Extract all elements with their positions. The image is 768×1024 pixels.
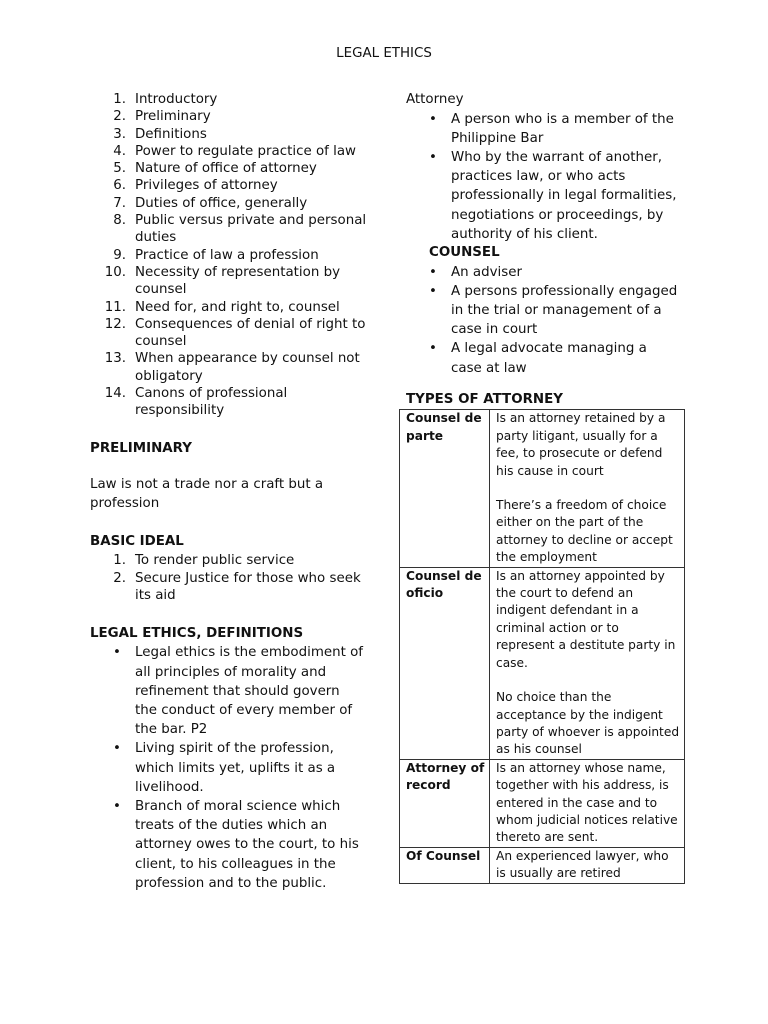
definition-text: Is an attorney appointed by the court to defend an indigent defendant in a criminal action or to represent a destitute party in case. xyxy=(496,568,676,670)
table-row xyxy=(400,410,685,567)
toc-number: 11. xyxy=(104,299,126,315)
definition-text: Is an attorney retained by a party litigant, usually for a fee, to prosecute or defend his cause in court xyxy=(496,411,666,478)
toc-item xyxy=(90,247,370,264)
term-cell: Counsel de oficio xyxy=(400,567,490,759)
term-cell: Of Counsel xyxy=(400,847,490,883)
definition-note: There’s a freedom of choice either on the part of the attorney to decline or accept the employment xyxy=(496,498,673,565)
definitions-heading: LEGAL ETHICS, DEFINITIONS xyxy=(90,625,304,641)
definition-note: No choice than the acceptance by the indigent party of whoever is appointed as his counsel xyxy=(496,690,680,757)
toc-item xyxy=(90,143,370,160)
toc-text: Public versus private and personal duties xyxy=(135,213,367,246)
toc-item xyxy=(90,385,370,420)
toc-item xyxy=(90,108,370,125)
toc-item xyxy=(90,350,370,385)
list-text: Secure Justice for those who seek its aid xyxy=(135,570,361,604)
definition-cell xyxy=(490,567,685,759)
list-item xyxy=(90,552,370,570)
toc-number: 9. xyxy=(113,247,126,263)
toc-text: Introductory xyxy=(135,92,218,107)
term-cell: Attorney of record xyxy=(400,759,490,847)
toc-number: 8. xyxy=(113,213,126,229)
preliminary-text: Law is not a trade nor a craft but a profession xyxy=(90,477,324,511)
toc-item xyxy=(90,316,370,351)
toc-item xyxy=(90,299,370,316)
definitions-list xyxy=(90,643,365,893)
list-item xyxy=(90,570,370,605)
toc-number: 13. xyxy=(104,351,126,367)
types-heading: TYPES OF ATTORNEY xyxy=(406,391,563,407)
toc-text: Power to regulate practice of law xyxy=(135,143,356,159)
list-item: • A legal advocate managing a case at law xyxy=(406,339,678,377)
definition-cell xyxy=(490,759,685,847)
left-column xyxy=(90,91,370,893)
definition-text: Is an attorney whose name, together with his address, is entered in the case and to whom judicial notices relative thereto are sent. xyxy=(496,760,678,845)
list-item: • A persons professionally engaged in the trial or management of a case in court xyxy=(406,282,678,340)
toc-item xyxy=(90,212,370,247)
toc-number: 4. xyxy=(113,143,126,159)
toc-text: Need for, and right to, counsel xyxy=(135,299,340,315)
definition-cell xyxy=(490,410,685,567)
list-item: • Living spirit of the profession, which limits yet, uplifts it as a livelihood. xyxy=(90,739,365,797)
toc-number: 10. xyxy=(104,264,126,280)
toc-number: 2. xyxy=(113,109,126,125)
list-item: • Legal ethics is the embodiment of all principles of morality and refinement that should govern the conduct of every member of the bar. P2 xyxy=(90,643,365,739)
definition-cell xyxy=(490,847,685,883)
list-item: • Who by the warrant of another, practices law, or who acts professionally in legal formalities, negotiations or proceedings, by authority of his client. xyxy=(406,148,678,244)
toc-item xyxy=(90,91,370,108)
term-cell: Counsel de parte xyxy=(400,410,490,567)
list-item: • An adviser xyxy=(406,263,678,282)
toc-item xyxy=(90,177,370,194)
toc-item xyxy=(90,160,370,177)
toc-number: 1. xyxy=(113,92,126,107)
toc-text: Nature of office of attorney xyxy=(135,161,317,177)
toc-text: Preliminary xyxy=(135,109,211,125)
toc-text: Consequences of denial of right to counsel xyxy=(135,316,366,350)
toc-text: When appearance by counsel not obligatory xyxy=(135,351,360,384)
toc-item xyxy=(90,195,370,212)
attorney-heading: Attorney xyxy=(406,92,464,107)
toc-text: Privileges of attorney xyxy=(135,178,278,194)
preliminary-heading: PRELIMINARY xyxy=(90,440,192,456)
table-row xyxy=(400,847,685,883)
table-row xyxy=(400,567,685,759)
right-column xyxy=(406,91,691,884)
list-item: • Branch of moral science which treats of the duties which an attorney owes to the court, to his client, to his colleagues in the profession and to the public. xyxy=(90,797,365,893)
list-number: 2. xyxy=(113,570,126,586)
toc-number: 6. xyxy=(113,178,126,194)
counsel-heading: COUNSEL xyxy=(429,245,500,261)
basic-ideal-heading: BASIC IDEAL xyxy=(90,534,184,550)
toc-number: 5. xyxy=(113,161,126,177)
table-of-contents xyxy=(90,91,370,420)
document-title: LEGAL ETHICS xyxy=(336,46,432,61)
toc-text: Practice of law a profession xyxy=(135,247,319,263)
toc-number: 14. xyxy=(104,386,126,402)
list-item: • A person who is a member of the Philippine Bar xyxy=(406,110,678,148)
table-row xyxy=(400,759,685,847)
attorney-list xyxy=(406,110,678,244)
list-number: 1. xyxy=(113,553,126,569)
toc-text: Duties of office, generally xyxy=(135,195,308,211)
toc-number: 12. xyxy=(104,316,126,332)
basic-ideal-list xyxy=(90,552,370,605)
toc-text: Necessity of representation by counsel xyxy=(135,264,341,298)
definition-text: An experienced lawyer, who is usually are retired xyxy=(496,848,669,881)
types-table xyxy=(399,409,685,883)
toc-number: 3. xyxy=(113,126,126,142)
toc-item xyxy=(90,126,370,143)
list-text: To render public service xyxy=(135,553,295,569)
toc-text: Definitions xyxy=(135,126,207,142)
toc-text: Canons of professional responsibility xyxy=(135,386,288,419)
toc-item xyxy=(90,264,370,299)
toc-number: 7. xyxy=(113,195,126,211)
counsel-list xyxy=(406,263,678,378)
